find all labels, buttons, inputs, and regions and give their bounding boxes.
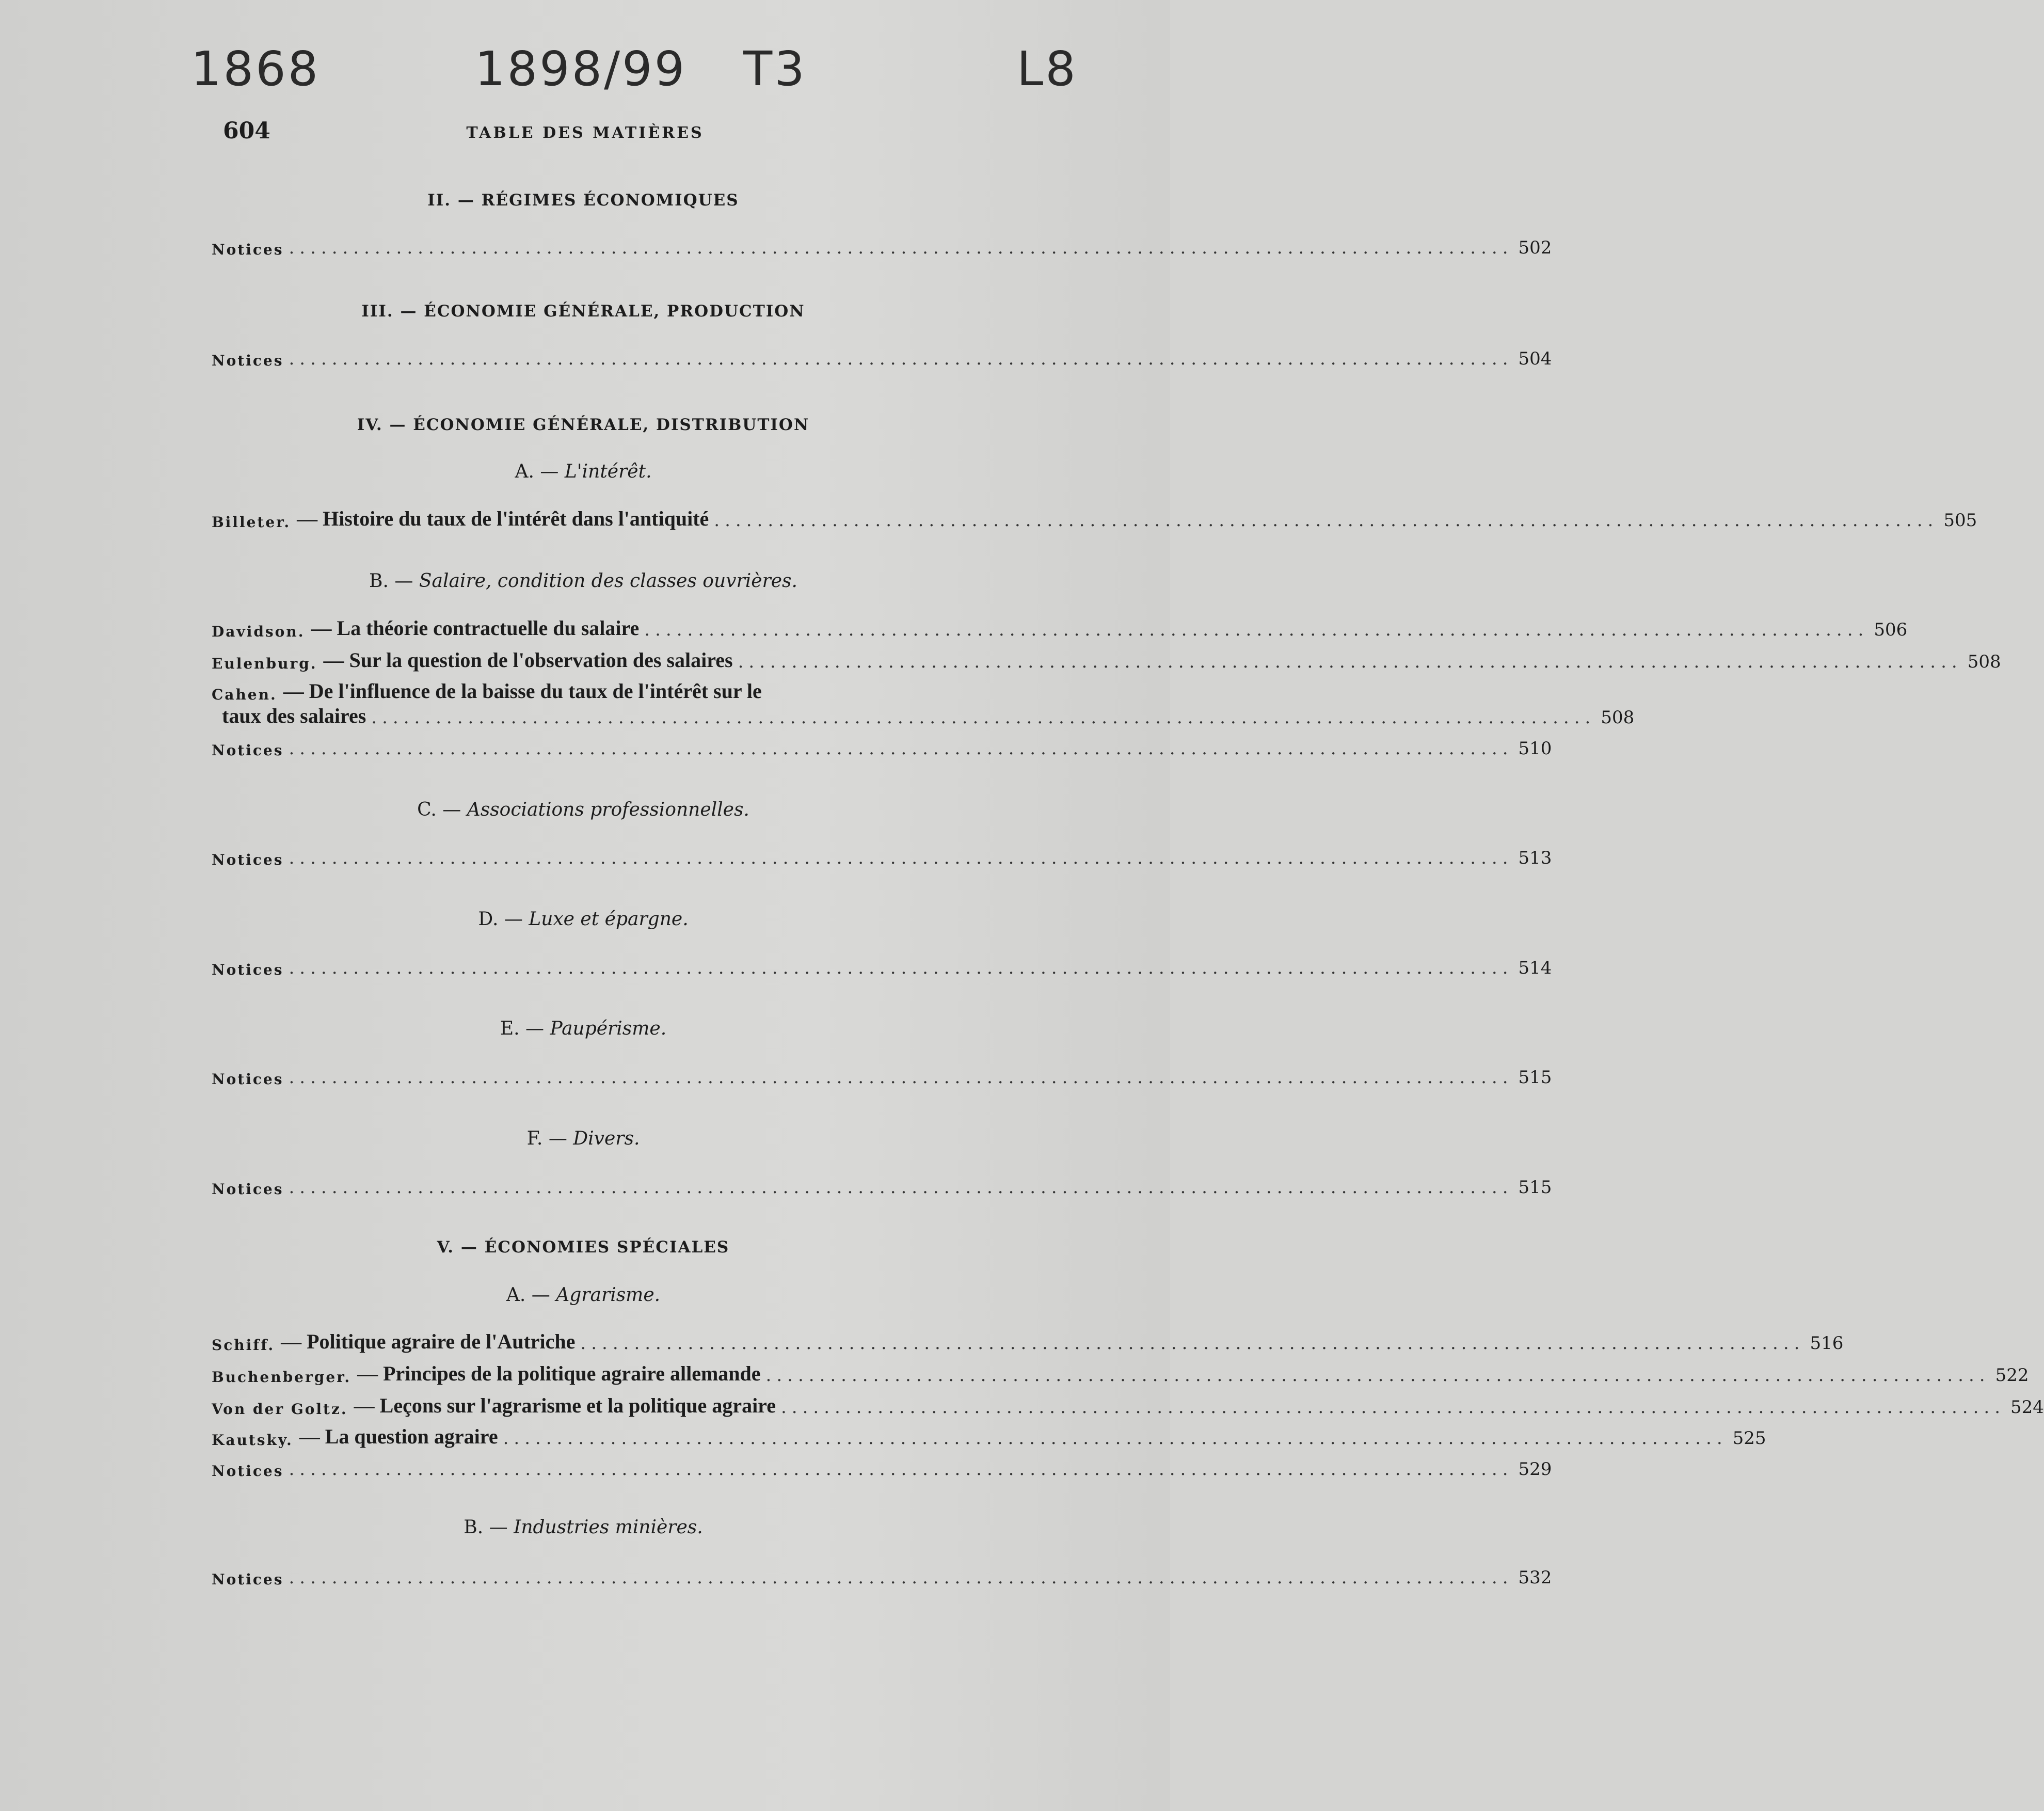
subsection-heading (93, 1517, 1074, 1538)
toc-entry (212, 343, 1552, 369)
entry-title: — Principes de la politique agraire allemande (357, 1362, 761, 1385)
entry-page: 524 (2010, 1397, 2044, 1418)
entry-page: 525 (1732, 1428, 1766, 1449)
section-heading: V. — ÉCONOMIES SPÉCIALES (437, 1238, 730, 1257)
running-head: TABLE DES MATIÈRES (466, 124, 704, 142)
subsection-heading (93, 799, 1074, 820)
entry-page: 529 (1518, 1459, 1552, 1480)
toc-entry (212, 1328, 1844, 1354)
entry-title: — Sur la question de l'observation des salaires (323, 648, 733, 672)
subsection-letter: B. — (369, 570, 413, 592)
entry-label: Notices (212, 1071, 284, 1088)
entry-page: 513 (1518, 848, 1552, 868)
dot-leader: .................................................................................................................. (765, 1365, 1990, 1386)
entry-title: — Leçons sur l'agrarisme et la politique agraire (354, 1394, 776, 1417)
subsection-heading (93, 1128, 1074, 1149)
entry-author: Buchenberger. (212, 1369, 352, 1386)
entry-page: 508 (1601, 707, 1635, 728)
handwritten-annotation-right: L8 (1017, 41, 1078, 97)
toc-entry (212, 843, 1552, 868)
subsection-letter: B. — (464, 1517, 508, 1538)
dot-leader: .................................................................................................................. (580, 1333, 1805, 1354)
toc-entry-continuation (222, 702, 1635, 728)
entry-author: Schiff. (212, 1337, 275, 1354)
dot-leader: .................................................................................................................. (289, 1177, 1513, 1198)
entry-label: Notices (212, 742, 284, 759)
subsection-title: Paupérisme. (550, 1018, 667, 1039)
entry-page: 514 (1518, 958, 1552, 978)
handwritten-annotation-year: 1898/99 (475, 41, 687, 97)
dot-leader: .................................................................................................................. (644, 619, 1869, 640)
dot-leader: .................................................................................................................. (289, 1567, 1513, 1588)
dot-leader: .................................................................................................................. (289, 237, 1513, 258)
subsection-letter: A. — (506, 1284, 550, 1306)
dot-leader: .................................................................................................................. (289, 348, 1513, 369)
subsection-title: Associations professionnelles. (467, 799, 749, 820)
dot-leader: .................................................................................................................. (289, 1459, 1513, 1480)
entry-author: Eulenburg. (212, 655, 317, 672)
entry-author: Cahen. (212, 686, 277, 703)
subsection-title: Industries minières. (514, 1517, 703, 1538)
dot-leader: .................................................................................................................. (780, 1397, 2006, 1418)
subsection-title: Salaire, condition des classes ouvrières. (419, 570, 797, 592)
subsection-title: Agrarisme. (556, 1284, 661, 1306)
entry-title: — Histoire du taux de l'intérêt dans l'antiquité (297, 507, 709, 530)
handwritten-annotation-left: 1868 (191, 41, 321, 97)
toc-entry (212, 677, 996, 703)
dot-leader: .................................................................................................................. (738, 652, 1962, 672)
entry-page: 502 (1518, 237, 1552, 258)
section-heading: IV. — ÉCONOMIE GÉNÉRALE, DISTRIBUTION (357, 416, 810, 434)
toc-entry (212, 1562, 1552, 1588)
entry-page: 508 (1967, 652, 2001, 672)
dot-leader: .................................................................................................................. (289, 1067, 1513, 1088)
toc-entry (212, 1392, 2044, 1418)
page-number: 604 (223, 118, 270, 144)
subsection-title: Divers. (573, 1128, 640, 1149)
section-heading: III. — ÉCONOMIE GÉNÉRALE, PRODUCTION (361, 302, 805, 321)
subsection-letter: A. — (515, 461, 559, 482)
entry-page: 506 (1874, 619, 1908, 640)
subsection-letter: C. — (417, 799, 461, 820)
entry-label: Notices (212, 961, 284, 978)
toc-entry (212, 1423, 1766, 1449)
subsection-letter: F. — (526, 1128, 567, 1149)
entry-author: Billeter. (212, 514, 291, 531)
entry-label: Notices (212, 1571, 284, 1588)
dot-leader: .................................................................................................................. (289, 738, 1513, 759)
toc-entry (212, 1062, 1552, 1088)
subsection-letter: D. — (478, 909, 523, 930)
dot-leader: .................................................................................................................. (503, 1428, 1728, 1449)
entry-page: 510 (1518, 738, 1552, 759)
toc-entry (212, 733, 1552, 759)
entry-title: — La question agraire (299, 1425, 498, 1448)
section-heading: II. — RÉGIMES ÉCONOMIQUES (427, 191, 739, 210)
toc-entry (212, 1172, 1552, 1198)
dot-leader: .................................................................................................................. (289, 958, 1513, 978)
toc-entry (212, 1454, 1552, 1480)
entry-page: 505 (1943, 510, 1977, 531)
subsection-letter: E. — (500, 1018, 545, 1039)
toc-entry (212, 232, 1552, 258)
entry-label: Notices (212, 241, 284, 258)
subsection-heading (93, 570, 1074, 592)
entry-title: — Politique agraire de l'Autriche (281, 1330, 576, 1353)
entry-page: 516 (1810, 1333, 1844, 1354)
entry-page: 532 (1518, 1567, 1552, 1588)
entry-label: Notices (212, 1463, 284, 1480)
toc-entry (212, 1360, 2029, 1386)
entry-title: — La théorie contractuelle du salaire (311, 616, 640, 640)
entry-page: 515 (1518, 1067, 1552, 1088)
dot-leader: .................................................................................................................. (714, 510, 1939, 531)
dot-leader: .................................................................................................................. (371, 707, 1596, 728)
entry-page: 522 (1995, 1365, 2029, 1386)
entry-page: 515 (1518, 1177, 1552, 1198)
toc-entry (212, 646, 2001, 672)
toc-entry (212, 614, 1908, 640)
entry-author: Kautsky. (212, 1432, 293, 1449)
subsection-title: L'intérêt. (564, 461, 652, 482)
subsection-heading (93, 909, 1074, 930)
subsection-heading (93, 1018, 1074, 1039)
entry-title: — De l'influence de la baisse du taux de l'intérêt sur le (283, 679, 762, 703)
dot-leader: .................................................................................................................. (289, 848, 1513, 868)
toc-entry (212, 952, 1552, 978)
entry-label: Notices (212, 1181, 284, 1198)
subsection-heading (93, 461, 1074, 482)
subsection-heading (93, 1284, 1074, 1306)
entry-label: Notices (212, 851, 284, 868)
handwritten-annotation-tome: T3 (743, 41, 807, 97)
entry-author: Von der Goltz. (212, 1401, 348, 1418)
entry-page: 504 (1518, 348, 1552, 369)
entry-author: Davidson. (212, 623, 305, 640)
entry-label: Notices (212, 352, 284, 369)
subsection-title: Luxe et épargne. (529, 909, 689, 930)
toc-entry (212, 505, 1977, 531)
entry-title-continued: taux des salaires (222, 704, 366, 727)
